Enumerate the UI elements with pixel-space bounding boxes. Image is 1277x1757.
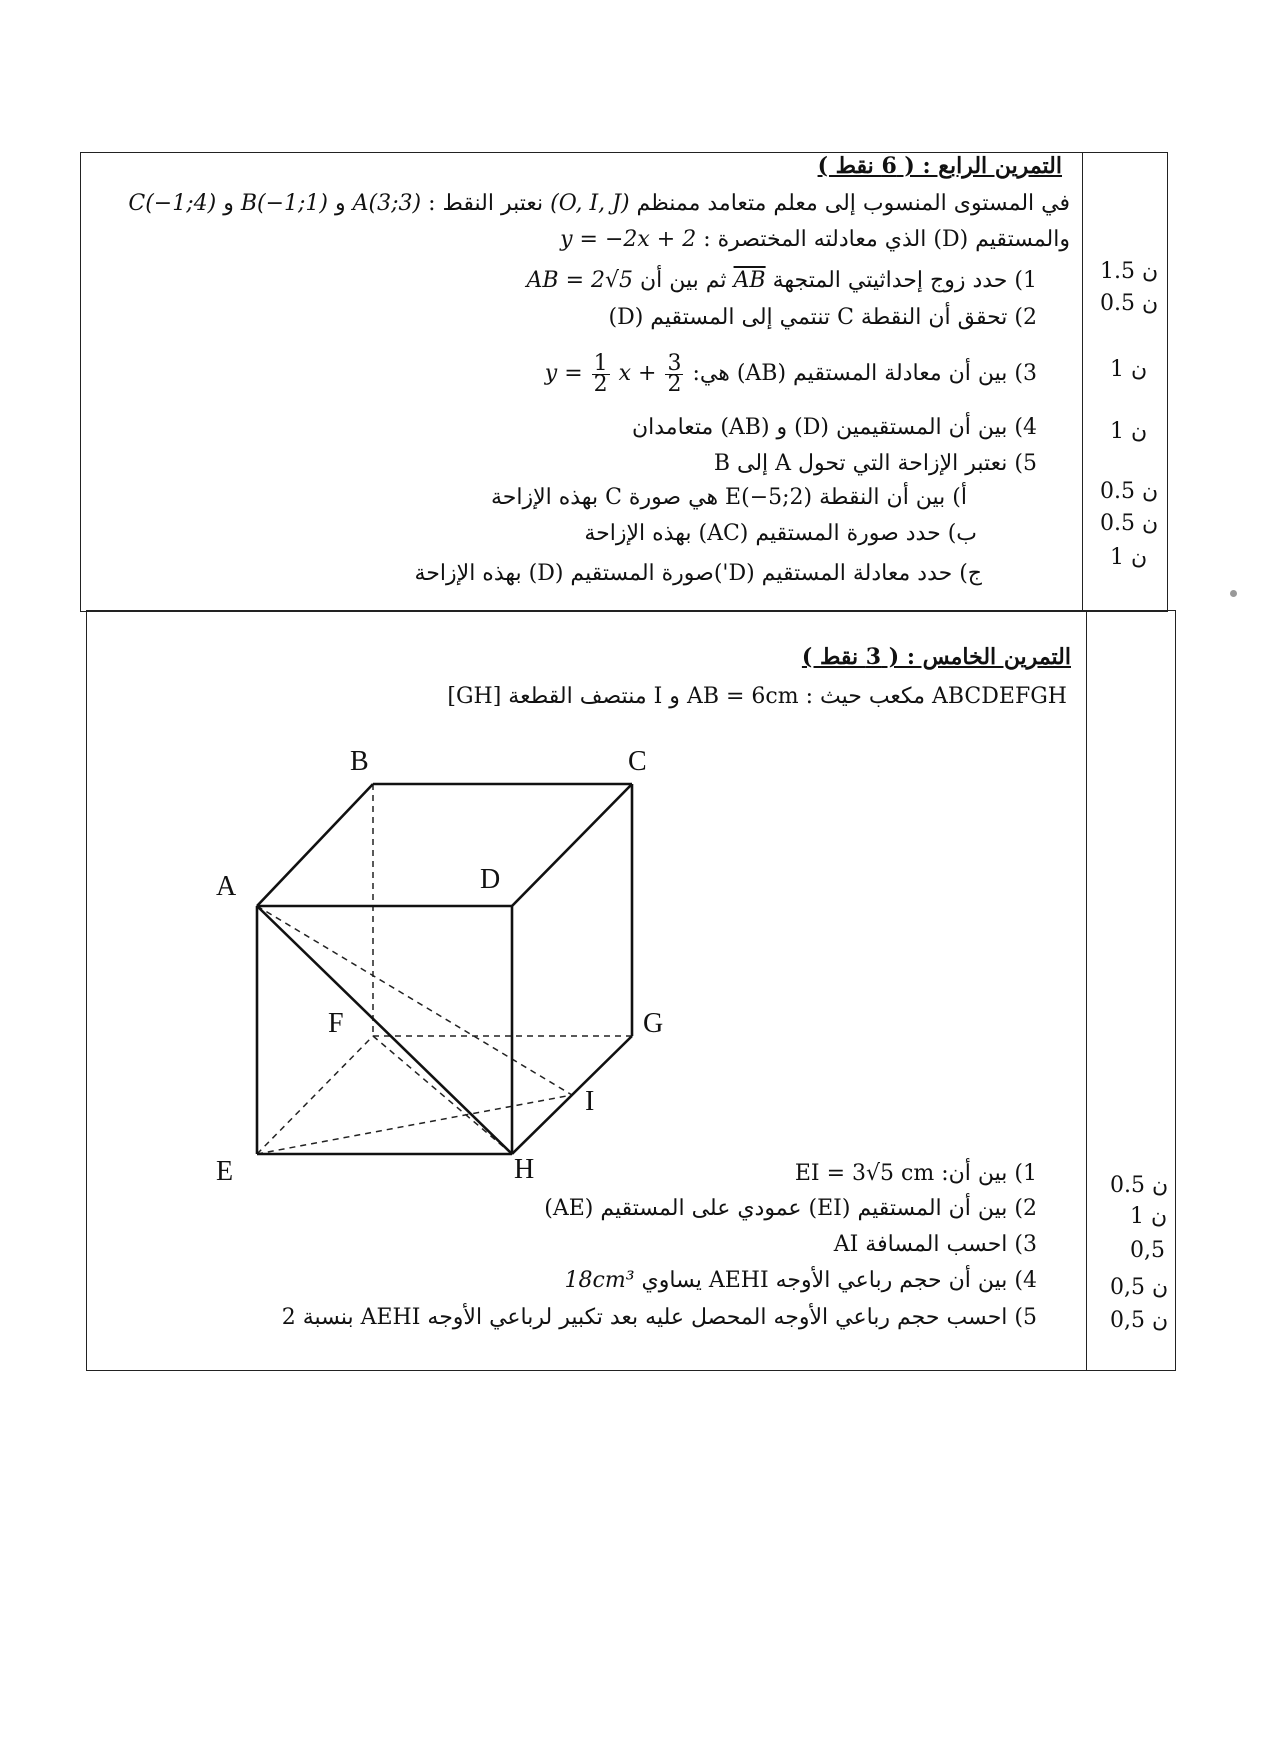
cube-edge-AB xyxy=(257,784,373,906)
ex4-and-2: و xyxy=(223,191,234,216)
ex4-q3-f2-num: 3 xyxy=(667,350,682,376)
ex5-title: التمرين الخامس : ( 3 نقط ) xyxy=(801,644,1071,670)
ex4-points-3: 1 ن xyxy=(1110,357,1148,382)
ex5-q3: 3) احسب المسافة AI xyxy=(833,1232,1037,1257)
ex4-line-line xyxy=(560,226,1070,254)
ex4-q2-text: تحقق أن النقطة C تنتمي إلى المستقيم (D) xyxy=(608,305,1008,330)
ex5-points-1: 0.5 ن xyxy=(1110,1173,1169,1198)
ex4-points-2: 0.5 ن xyxy=(1100,291,1159,316)
ex4-intro-text: في المستوى المنسوب إلى معلم متعامد ممنظم xyxy=(636,191,1070,216)
ex4-title: التمرين الرابع : ( 6 نقط ) xyxy=(817,153,1062,179)
cube-label-B: B xyxy=(350,746,369,777)
ex4-frame: (O, I, J) xyxy=(550,191,630,216)
ex4-points-7: 1 ن xyxy=(1110,545,1148,570)
ex4-q5 xyxy=(714,450,1037,478)
ex4-q3-equation xyxy=(544,350,686,397)
ex4-points-6: 0.5 ن xyxy=(1100,511,1159,536)
cube-label-F: F xyxy=(328,1008,344,1039)
ex4-q4-num: 4) xyxy=(1014,415,1037,440)
ex4-q3-fraction-2 xyxy=(665,350,683,397)
ex5-q4-text: 4) بين أن حجم رباعي الأوجه AEHI يساوي xyxy=(641,1268,1037,1293)
ex4-q3-num: 3) xyxy=(1014,361,1037,386)
ex4-q4-text: بين أن المستقيمين (D) و (AB) متعامدان xyxy=(631,415,1008,440)
ex4-q3-text: بين أن معادلة المستقيم (AB) هي: xyxy=(692,361,1008,386)
cube-edge-CD xyxy=(512,784,632,906)
ex5-points-5: 0,5 ن xyxy=(1110,1308,1169,1333)
ex4-q3-mid: x + xyxy=(618,361,657,386)
cube-label-H: H xyxy=(514,1154,535,1185)
ex4-q3 xyxy=(545,352,1037,396)
ex4-q3-fraction-1 xyxy=(592,350,610,397)
ex4-q4 xyxy=(632,414,1037,442)
ex4-points-1: 1.5 ن xyxy=(1100,259,1159,284)
ex4-point-A: A(3;3) xyxy=(352,191,422,216)
cube-segment-AH xyxy=(257,906,512,1154)
ex5-q4-value: 18cm³ xyxy=(564,1268,635,1293)
ex5-q1: 1) بين أن: EI = 3√5 cm xyxy=(794,1161,1037,1186)
ex4-q2-num: 2) xyxy=(1014,305,1037,330)
ex4-line-eq: y = −2x + 2 xyxy=(560,227,697,252)
ex5-statement: ABCDEFGH مكعب حيث : AB = 6cm و I منتصف القطعة [GH] xyxy=(447,684,1067,709)
cube-segment-AI xyxy=(257,906,572,1095)
ex4-q1-vec: $\overline{AB}$ xyxy=(733,268,766,293)
ex5-points-3: 0,5 xyxy=(1130,1238,1165,1263)
ex4-q1-text: حدد زوج إحداثيتي المتجهة xyxy=(772,268,1008,293)
cube-label-I: I xyxy=(585,1086,595,1117)
cube-label-D: D xyxy=(480,864,501,895)
cube-segment-FH xyxy=(373,1036,512,1154)
cube-label-E: E xyxy=(216,1156,234,1187)
cube-figure xyxy=(200,740,760,1200)
ex5-points-2: 1 ن xyxy=(1130,1204,1168,1229)
ex4-q1-num: 1) xyxy=(1014,268,1037,293)
ex4-q3-lhs: y = xyxy=(544,361,583,386)
ex4-q1-math: AB = 2√5 xyxy=(526,268,634,293)
cube-label-C: C xyxy=(628,746,647,777)
cube-label-G: G xyxy=(643,1008,664,1039)
cube-edge-GH xyxy=(512,1036,632,1154)
ex5-points-4: 0,5 ن xyxy=(1110,1275,1169,1300)
cube-segment-EI xyxy=(257,1095,572,1154)
ex5-q5: 5) احسب حجم رباعي الأوجه المحصل عليه بعد تكبير لرباعي الأوجه AEHI بنسبة 2 xyxy=(281,1305,1037,1330)
ex4-line-intro: والمستقيم (D) الذي معادلته المختصرة : xyxy=(703,227,1070,252)
ex5-q4 xyxy=(565,1267,1037,1295)
ex4-and-1: و xyxy=(335,191,346,216)
ex4-q5-text: نعتبر الإزاحة التي تحول A إلى B xyxy=(713,451,1008,476)
ex4-q3-f1-num: 1 xyxy=(593,350,608,376)
ex4-q5-num: 5) xyxy=(1014,451,1037,476)
ex4-q2 xyxy=(608,304,1037,332)
ex4-q3-f1-den: 2 xyxy=(593,371,608,397)
ex4-intro-line xyxy=(128,190,1070,218)
ex5-q2: 2) بين أن المستقيم (EI) عمودي على المستقيم (AE) xyxy=(544,1196,1037,1221)
ex4-q1-then: ثم بين أن xyxy=(640,268,727,293)
ex4-q5a: أ) بين أن النقطة E(−5;2) هي صورة C بهذه الإزاحة xyxy=(490,485,967,510)
ex4-consider-points: نعتبر النقط : xyxy=(428,191,544,216)
ex4-point-B: B(−1;1) xyxy=(240,191,329,216)
ex4-q3-f2-den: 2 xyxy=(667,371,682,397)
ex4-q5c: ج) حدد معادلة المستقيم (D')صورة المستقيم (D) بهذه الإزاحة xyxy=(414,561,982,586)
exercise4-points-divider xyxy=(1082,152,1083,612)
ex4-q1 xyxy=(527,267,1037,295)
ex4-q5b: ب) حدد صورة المستقيم (AC) بهذه الإزاحة xyxy=(584,521,977,546)
ex4-points-4: 1 ن xyxy=(1110,419,1148,444)
ex4-point-C: C(−1;4) xyxy=(128,191,217,216)
cube-label-A: A xyxy=(216,871,237,902)
exercise5-points-divider xyxy=(1086,610,1087,1371)
cube-edge-EF xyxy=(257,1036,373,1154)
ex4-points-5: 0.5 ن xyxy=(1100,479,1159,504)
scan-speck xyxy=(1230,590,1237,597)
